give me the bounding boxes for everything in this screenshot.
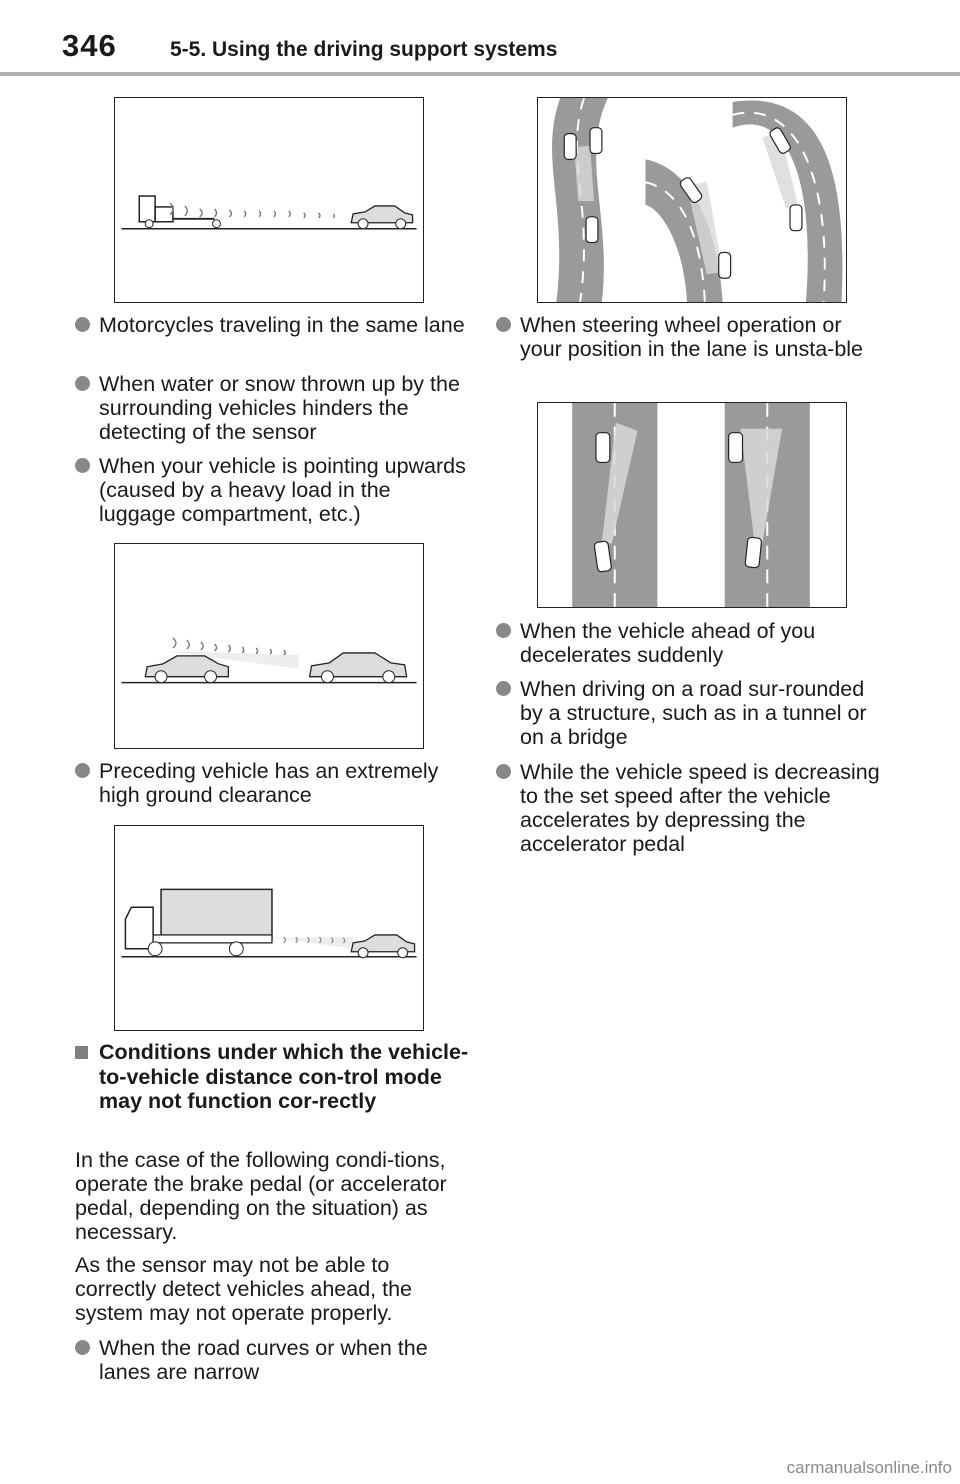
bullet-dot-icon <box>496 681 511 696</box>
bullet-text: When water or snow thrown up by the surrounding vehicles hinders the detecting of the sensor <box>99 372 460 444</box>
figure-vehicle-pointing-upwards <box>114 543 424 749</box>
heading-square-icon <box>75 1046 88 1059</box>
paragraph-sensor: As the sensor may not be able to correctly detect vehicles ahead, the system may not operate properly. <box>75 1253 413 1325</box>
bullet-text: When the vehicle ahead of you decelerates suddenly <box>520 619 816 667</box>
bullet-text: When your vehicle is pointing upwards (caused by a heavy load in the luggage compartment, etc.) <box>99 454 466 526</box>
figure-high-clearance-truck <box>114 825 424 1031</box>
bullet-text: When the road curves or when the lanes are narrow <box>99 1336 428 1384</box>
figure-unstable-lane-position <box>537 402 847 608</box>
section-title: 5-5. Using the driving support systems <box>170 38 558 61</box>
bullet-text: When driving on a road sur-rounded by a structure, such as in a tunnel or on a bridge <box>520 677 867 749</box>
bullet-text: While the vehicle speed is decreasing to the set speed after the vehicle accelerates by depressing the accelerator pedal <box>520 760 880 856</box>
bullet-dot-icon <box>496 764 511 779</box>
paragraph-brake-pedal: In the case of the following condi-tions, operate the brake pedal (or accelerator pedal, depending on the situation) as necessary. <box>75 1148 447 1244</box>
bullet-dot-icon <box>75 458 90 473</box>
bullet-text: Preceding vehicle has an extremely high ground clearance <box>99 759 439 807</box>
bullet-text: Motorcycles traveling in the same lane <box>99 313 465 337</box>
bullet-dot-icon <box>75 763 90 778</box>
bullet-text: When steering wheel operation or your position in the lane is unsta-ble <box>520 313 864 361</box>
bullet-dot-icon <box>75 1340 90 1355</box>
watermark: carmanualsonline.info <box>786 1458 952 1477</box>
header-divider <box>0 72 960 76</box>
heading-text: Conditions under which the vehicle-to-vehicle distance con-trol mode may not function cor-rectly <box>99 1040 469 1113</box>
bullet-dot-icon <box>496 317 511 332</box>
bullet-dot-icon <box>496 623 511 638</box>
bullet-dot-icon <box>75 317 90 332</box>
figure-towing-vehicle <box>114 97 424 303</box>
figure-curved-roads <box>537 97 847 303</box>
page-number: 346 <box>62 28 117 63</box>
bullet-dot-icon <box>75 376 90 391</box>
